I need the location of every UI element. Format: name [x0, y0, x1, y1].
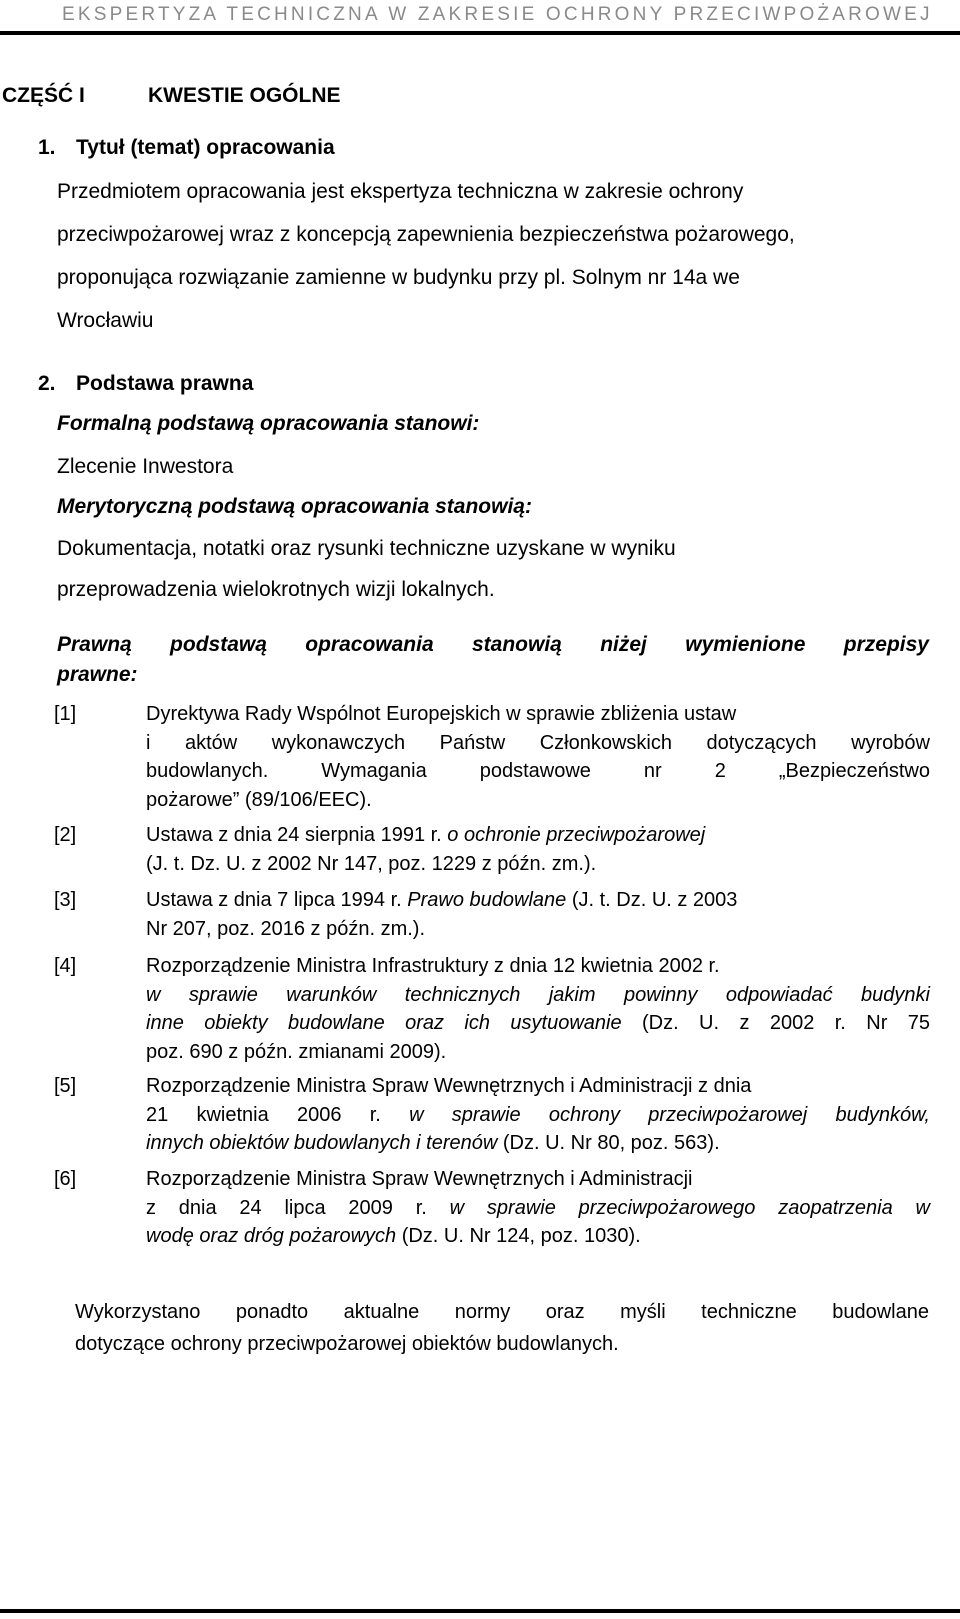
reference-line	[146, 1194, 930, 1223]
substantive-basis-line: Dokumentacja, notatki oraz rysunki techniczne uzyskane w wyniku	[57, 537, 676, 560]
reference-text	[146, 886, 930, 943]
reference-fragment: (J. t. Dz. U. z 2003	[566, 889, 738, 911]
closing-line: dotyczące ochrony przeciwpożarowej obiektów budowlanych.	[75, 1333, 619, 1355]
reference-fragment: Ustawa z dnia 24 sierpnia 1991 r.	[146, 824, 448, 846]
section-1-number: 1.	[38, 136, 56, 159]
reference-text	[146, 1165, 930, 1251]
body-line: przeciwpożarowej wraz z koncepcją zapewnienia bezpieczeństwa pożarowego,	[57, 223, 795, 246]
reference-text	[146, 1072, 930, 1158]
reference-fragment: 21 kwietnia 2006 r.	[146, 1103, 410, 1126]
section-2-heading	[38, 372, 253, 396]
reference-title: w sprawie ochrony przeciwpożarowej budynków,	[409, 1103, 930, 1126]
substantive-basis-heading: Merytoryczną podstawą opracowania stanowią:	[57, 495, 532, 518]
reference-tag: [1]	[54, 703, 77, 725]
reference-line: Rozporządzenie Ministra Spraw Wewnętrznych i Administracji z dnia	[146, 1075, 752, 1097]
body-line: proponująca rozwiązanie zamienne w budynku przy pl. Solnym nr 14a we	[57, 266, 740, 289]
reference-line: i aktów wykonawczych Państw Członkowskich dotyczących wyrobów	[146, 731, 930, 754]
substantive-basis-line: przeprowadzenia wielokrotnych wizji lokalnych.	[57, 578, 495, 601]
reference-tag: [5]	[54, 1075, 77, 1097]
reference-tag: [6]	[54, 1168, 77, 1190]
reference-fragment: z dnia 24 lipca 2009 r.	[146, 1196, 450, 1219]
reference-line: (J. t. Dz. U. z 2002 Nr 147, poz. 1229 z późn. zm.).	[146, 852, 597, 875]
reference-line	[146, 1101, 930, 1130]
section-1-title: Tytuł (temat) opracowania	[76, 136, 335, 159]
reference-text	[146, 952, 930, 1066]
legal-basis-heading-cont: prawne:	[57, 663, 138, 686]
reference-title: inne obiekty budowlane oraz ich usytuowanie	[146, 1012, 622, 1034]
formal-basis-heading: Formalną podstawą opracowania stanowi:	[57, 412, 480, 435]
formal-basis-text: Zlecenie Inwestora	[57, 455, 234, 478]
reference-title: wodę oraz dróg pożarowych	[146, 1225, 397, 1247]
reference-title: o ochronie przeciwpożarowej	[447, 824, 706, 846]
section-2-number: 2.	[38, 372, 56, 395]
reference-tag: [3]	[54, 889, 77, 911]
section-1-body	[57, 170, 937, 342]
reference-line: Rozporządzenie Ministra Infrastruktury z dnia 12 kwietnia 2002 r.	[146, 955, 720, 977]
reference-fragment: Ustawa z dnia 7 lipca 1994 r.	[146, 889, 408, 911]
reference-line: Nr 207, poz. 2016 z późn. zm.).	[146, 917, 426, 940]
section-2-title: Podstawa prawna	[76, 372, 254, 395]
reference-tag: [4]	[54, 955, 77, 977]
reference-title: Prawo budowlane	[407, 889, 567, 911]
body-line: Wrocławiu	[57, 309, 154, 332]
reference-line	[146, 1009, 930, 1038]
reference-line: Rozporządzenie Ministra Spraw Wewnętrznych i Administracji	[146, 1168, 693, 1190]
body-line: Przedmiotem opracowania jest ekspertyza techniczna w zakresie ochrony	[57, 180, 744, 203]
reference-title: w sprawie przeciwpożarowego zaopatrzenia w	[449, 1196, 930, 1219]
closing-line: Wykorzystano ponadto aktualne normy oraz myśli techniczne budowlane	[75, 1301, 929, 1323]
reference-title: w sprawie warunków technicznych jakim powinny odpowiadać budynki	[146, 983, 930, 1006]
running-title: EKSPERTYZA TECHNICZNA W ZAKRESIE OCHRONY PRZECIWPOŻAROWEJ	[62, 4, 933, 25]
reference-text	[146, 821, 930, 878]
reference-fragment: (Dz. U. z 2002 r. Nr 75	[621, 1012, 931, 1034]
reference-line: budowlanych. Wymagania podstawowe nr 2 „Bezpieczeństwo	[146, 760, 930, 782]
footer-rule	[0, 1609, 960, 1613]
header-rule	[0, 31, 960, 35]
section-1-heading	[38, 136, 335, 160]
closing-note	[75, 1296, 929, 1360]
reference-text	[146, 700, 930, 814]
part-title: KWESTIE OGÓLNE	[148, 84, 341, 107]
legal-basis-heading: Prawną podstawą opracowania stanowią niżej wymienione przepisy	[57, 633, 929, 656]
reference-fragment: (Dz. U. Nr 80, poz. 563).	[497, 1132, 720, 1154]
reference-fragment: (Dz. U. Nr 124, poz. 1030).	[396, 1225, 641, 1247]
reference-line	[146, 1129, 930, 1158]
reference-line	[146, 886, 930, 915]
reference-tag: [2]	[54, 824, 77, 846]
reference-line	[146, 981, 930, 1010]
part-label: CZĘŚĆ I	[2, 84, 85, 107]
reference-line: Dyrektywa Rady Wspólnot Europejskich w sprawie zbliżenia ustaw	[146, 703, 737, 725]
reference-line: poz. 690 z późn. zmianami 2009).	[146, 1040, 447, 1063]
reference-line: pożarowe” (89/106/EEC).	[146, 788, 372, 811]
reference-line	[146, 821, 930, 850]
reference-line	[146, 1222, 930, 1251]
reference-title: innych obiektów budowlanych i terenów	[146, 1132, 498, 1154]
